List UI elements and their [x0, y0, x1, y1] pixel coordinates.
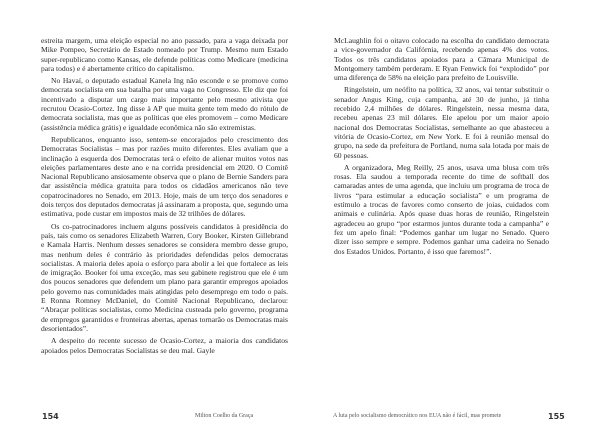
paragraph: Republicanos, enquanto isso, sentem-se encorajados pelo crescimento dos Democratas Socialistas – mas por razões muito diferentes. Eles avaliam que a inclinação à esquerda dos Democratas terá o efeito de alienar muitos votos nas eleições parlamentares deste ano e na corrida presidencial em 2020. O Comitê Nacional Republicano ansiosamente observa que o plano de Bernie Sanders para dar assistência médica gratuita para todos os cidadãos americanos não teve copatrocinadores no Senado, em 2013. Hoje, mais de um terço dos senadores e dois terços dos deputados democratas já assinaram a proposta, que, segundo uma estimativa, pode custar em impostos mais de 32 trilhões de dólares.	[41, 134, 288, 219]
paragraph: A despeito do recente sucesso de Ocasio-Cortez, a maioria dos candidatos apoiados pelos Democratas Socialistas se deu mal. Gayle	[41, 336, 288, 355]
paragraph: No Havaí, o deputado estadual Kanela Ing não esconde e se promove como democrata socialista em sua batalha por uma vaga no Congresso. Ele diz que foi incentivado a disputar um cargo mais importante pelo mesmo ativista que recrutou Ocasio-Cortez. Ing disse à AP que muita gente tem medo do rótulo de democrata socialista, mas que as políticas que eles promovem – como Medicare (assistência médica grátis) e igualdade econômica não são extremistas.	[41, 76, 288, 132]
page-number: 155	[548, 412, 565, 421]
running-footer: A luta pelo socialismo democrático nos EUA não é fácil, mas promete	[333, 413, 502, 419]
right-page	[300, 0, 600, 439]
running-footer: Milton Coelho da Graça	[195, 413, 254, 419]
page-number: 154	[42, 412, 59, 421]
paragraph: Os co-patrocinadores incluem alguns possíveis candidatos à presidência do país, tais como os senadores Elizabeth Warren, Cory Booker, Kirsten Gillebrand e Kamala Harris. Nenhum desses senadores se considera membro desse grupo, mas nenhum deles é contrário às prioridades defendidas pelos democratas socialistas. A maioria deles apoia o esforço para abolir a lei que fortalece as leis de imigração. Booker foi uma exceção, mas seu gabinete registrou que ele é um dos poucos senadores que defendem um plano para garantir empregos apoiados pelo governo nas comunidades mais atingidas pelo desemprego em todo o país. E Ronna Romney McDaniel, do Comitê Nacional Republicano, declarou: “Abraçar políticas socialistas, como Medicina custeada pelo governo, programa de empregos garantidos e fronteiras abertas, apenas tornarão os Democratas mais desorientados”.	[41, 221, 288, 333]
paragraph: estreita margem, uma eleição especial no ano passado, para a vaga deixada por Mike Pompeo, Secretário de Estado nomeado por Trump. Mesmo num Estado super-republicano como Kansas, ele defende políticas como Medicare (medicina para todos) e é abertamente crítico do capitalismo.	[41, 36, 288, 73]
paragraph: A organizadora, Meg Reilly, 25 anos, usava uma blusa com três rosas. Ela saudou a temporada recente do time de softball dos camaradas antes de uma agenda, que incluiu um programa de troca de livros “para estimular a educação socialista” e um programa de estímulo a trocas de favores como conserto de joias, cuidados com animais e culinária. Após quase duas horas de reunião, Ringelstein agradeceu ao grupo “por estarmos juntos durante toda a campanha” e fez um apelo final: “Podemos ganhar um lugar no Senado. Quero dizer isso sempre e sempre. Podemos ganhar uma cadeira no Senado dos Estados Unidos. Portanto, é isso que faremos!”.	[334, 162, 549, 256]
left-page-body	[41, 36, 288, 358]
paragraph: McLaughlin foi o oitavo colocado na escolha do candidato democrata a vice-governador da Califórnia, recebendo apenas 4% dos votos. Todos os três candidatos apoiados para a Câmara Municipal de Montgomery também perderam. E Ryan Fenwick foi “explodido” por uma diferença de 58% na eleição para prefeito de Louisville.	[334, 36, 549, 83]
right-page-body	[334, 36, 549, 259]
paragraph: Ringelstein, um neófito na política, 32 anos, vai tentar substituir o senador Angus King, cuja campanha, até 30 de junho, já tinha recebido 2,4 milhões de dólares. Ringelstein, nessa mesma data, recebeu apenas 23 mil dólares. Ele apelou por um maior apoio nacional dos Democratas Socialistas, semelhante ao que abasteceu a vitória de Ocasio-Cortez, em New York. E foi à reunião mensal do grupo, na sede da prefeitura de Portland, numa sala lotada por mais de 60 pessoas.	[334, 85, 549, 160]
